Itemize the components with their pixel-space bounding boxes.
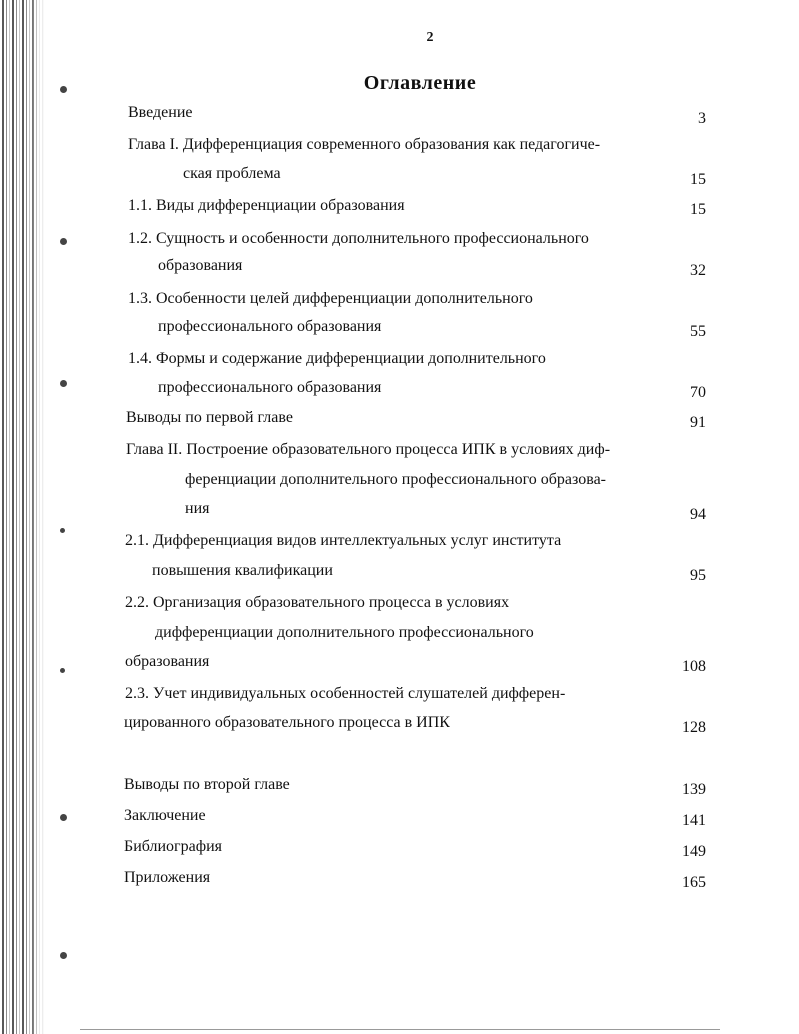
- toc-page-number: 94: [690, 506, 706, 523]
- toc-page-number: 70: [690, 384, 706, 401]
- toc-entry-text: образования: [125, 653, 210, 670]
- page-bottom-edge: [80, 1029, 720, 1030]
- toc-entry-text: Выводы по первой главе: [126, 409, 293, 426]
- binding-shadow: [30, 0, 44, 1034]
- toc-entry-text: Введение: [128, 104, 193, 121]
- toc-entry-text: повышения квалификации: [152, 562, 333, 579]
- page-title: Оглавление: [363, 72, 477, 94]
- toc-page-number: 141: [682, 812, 706, 829]
- toc-entry-text: ференциации дополнительного профессионального образова-: [185, 471, 606, 488]
- toc-entry-text: 1.3. Особенности целей дифференциации дополнительного: [128, 290, 533, 307]
- punch-hole-mark: [60, 952, 67, 959]
- toc-entry-text: профессионального образования: [158, 318, 382, 335]
- toc-entry-text: 2.1. Дифференциация видов интеллектуальных услуг института: [125, 532, 562, 549]
- toc-page-number: 3: [698, 110, 706, 127]
- punch-hole-mark: [60, 528, 65, 533]
- toc-page-number: 165: [682, 874, 706, 891]
- toc-entry-text: Библиография: [124, 838, 222, 855]
- page-number: 2: [426, 30, 434, 45]
- toc-entry-text: профессионального образования: [158, 379, 382, 396]
- toc-page-number: 32: [690, 262, 706, 279]
- toc-entry-text: ния: [185, 500, 210, 517]
- punch-hole-mark: [60, 380, 67, 387]
- toc-entry-text: дифференциации дополнительного профессионального: [155, 624, 534, 641]
- toc-page-number: 95: [690, 567, 706, 584]
- toc-page-number: 55: [690, 323, 706, 340]
- toc-entry-text: Глава II. Построение образовательного процесса ИПК в условиях диф-: [126, 441, 611, 458]
- punch-hole-mark: [60, 668, 65, 673]
- toc-page-number: 108: [682, 658, 706, 675]
- punch-hole-mark: [60, 238, 67, 245]
- punch-hole-mark: [60, 814, 67, 821]
- toc-entry-text: 1.2. Сущность и особенности дополнительного профессионального: [128, 230, 589, 247]
- toc-page-number: 15: [690, 201, 706, 218]
- toc-entry-text: 2.3. Учет индивидуальных особенностей слушателей дифферен-: [125, 685, 566, 702]
- toc-entry-text: 1.1. Виды дифференциации образования: [128, 197, 405, 214]
- toc-page-number: 15: [690, 171, 706, 188]
- toc-page-number: 91: [690, 414, 706, 431]
- toc-page-number: 128: [682, 719, 706, 736]
- toc-entry-text: Приложения: [124, 869, 211, 886]
- toc-page-number: 149: [682, 843, 706, 860]
- toc-entry-text: 2.2. Организация образовательного процесса в условиях: [125, 594, 510, 611]
- toc-entry-text: 1.4. Формы и содержание дифференциации дополнительного: [128, 350, 546, 367]
- toc-entry-text: ская проблема: [183, 165, 281, 182]
- toc-entry-text: цированного образовательного процесса в ИПК: [124, 714, 450, 731]
- toc-entry-text: образования: [158, 257, 243, 274]
- toc-entry-text: Заключение: [124, 807, 206, 824]
- toc-entry-text: Выводы по второй главе: [124, 776, 290, 793]
- toc-entry-text: Глава I. Дифференциация современного образования как педагогиче-: [128, 136, 601, 153]
- toc-page-number: 139: [682, 781, 706, 798]
